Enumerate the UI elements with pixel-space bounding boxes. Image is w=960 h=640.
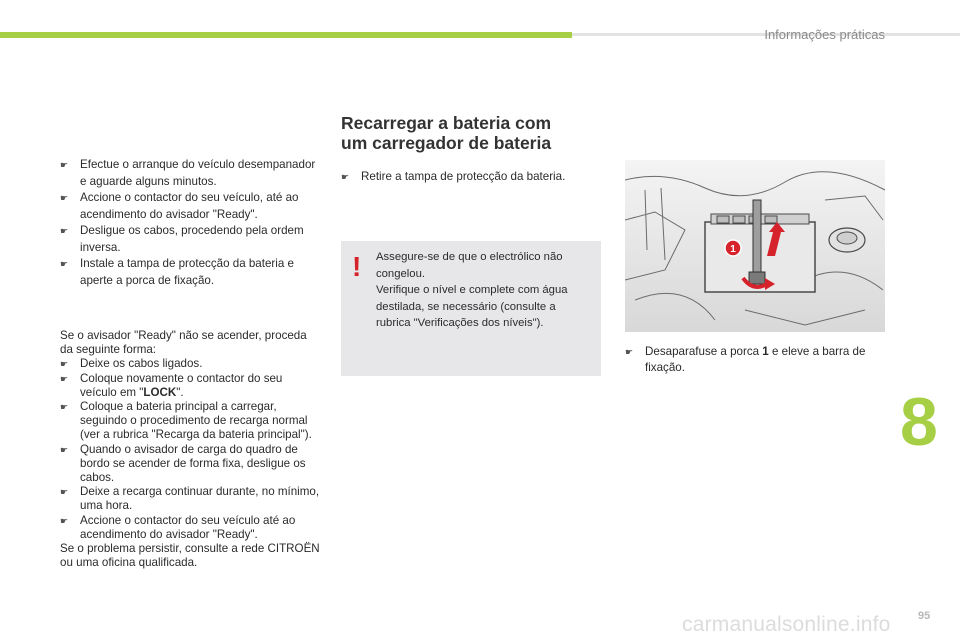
- list-item: ☛ Desligue os cabos, procedendo pela ordem inversa.: [60, 224, 304, 254]
- list-item: ☛ Retire a tampa de protecção da bateria.: [341, 170, 566, 183]
- middle-column: [341, 113, 603, 185]
- pointing-finger-icon: ☛: [60, 259, 69, 269]
- closing-note: Se o problema persistir, consulte a rede CITROËN ou uma oficina qualificada.: [60, 542, 320, 570]
- pointing-finger-icon: ☛: [60, 487, 69, 498]
- list-item: ☛ Quando o avisador de carga do quadro de bordo se acender de forma fixa, desligue os cabos.: [60, 442, 306, 485]
- warning-text: Assegure-se de que o electrólico não congelou. Verifique o nível e complete com água destilada, se necessário (consulte a rubrica "Verificações dos níveis").: [376, 251, 568, 329]
- pointing-finger-icon: ☛: [60, 444, 69, 455]
- pointing-finger-icon: ☛: [60, 373, 69, 384]
- photo-label: 1: [730, 244, 736, 255]
- page-header-title: Informações práticas: [764, 27, 885, 42]
- photo-caption: [625, 344, 887, 376]
- page-number: 95: [918, 610, 931, 622]
- list-item: ☛ Coloque novamente o contactor do seu veículo em "LOCK".: [60, 371, 283, 399]
- list-item: ☛ Accione o contactor do seu veículo até ao acendimento do avisador "Ready".: [60, 513, 296, 541]
- warning-box: [341, 241, 601, 376]
- pointing-finger-icon: ☛: [625, 347, 634, 357]
- list-item: ☛ Efectue o arranque do veículo desempanador e aguarde alguns minutos.: [60, 158, 316, 188]
- list-item: ☛ Desaparafuse a porca 1 e eleve a barra de fixação.: [625, 345, 866, 374]
- header-accent-bar: [0, 32, 572, 38]
- battery-photo: [625, 160, 885, 332]
- warning-exclamation-icon: !: [352, 251, 362, 282]
- ready-intro: Se o avisador "Ready" não se acender, proceda da seguinte forma:: [60, 329, 307, 357]
- pointing-finger-icon: ☛: [60, 402, 69, 413]
- list-item: ☛ Accione o contactor do seu veículo, até ao acendimento do avisador "Ready".: [60, 191, 299, 221]
- list-item: ☛ Coloque a bateria principal a carregar, seguindo o procedimento de recarga normal (ver a rubrica "Recarga da bateria principal").: [60, 400, 312, 442]
- list-item: ☛ Deixe a recarga continuar durante, no mínimo, uma hora.: [60, 485, 320, 513]
- section-title: Recarregar a bateria com um carregador de bateria: [341, 113, 552, 153]
- pointing-finger-icon: ☛: [341, 172, 350, 182]
- finish-steps-list: [60, 157, 320, 289]
- pointing-finger-icon: ☛: [60, 226, 69, 236]
- pointing-finger-icon: ☛: [60, 515, 69, 526]
- chapter-number: 8: [900, 384, 938, 460]
- pointing-finger-icon: ☛: [60, 359, 69, 370]
- engine-bay-illustration: [625, 160, 885, 332]
- ready-procedure: [60, 329, 320, 570]
- pointing-finger-icon: ☛: [60, 193, 69, 203]
- list-item: ☛ Deixe os cabos ligados.: [60, 357, 203, 371]
- lock-keyword: LOCK: [143, 385, 177, 399]
- left-column: [60, 157, 320, 570]
- pointing-finger-icon: ☛: [60, 160, 69, 170]
- watermark: carmanualsonline.info: [682, 613, 891, 636]
- list-item: ☛ Instale a tampa de protecção da bateria e aperte a porca de fixação.: [60, 257, 294, 287]
